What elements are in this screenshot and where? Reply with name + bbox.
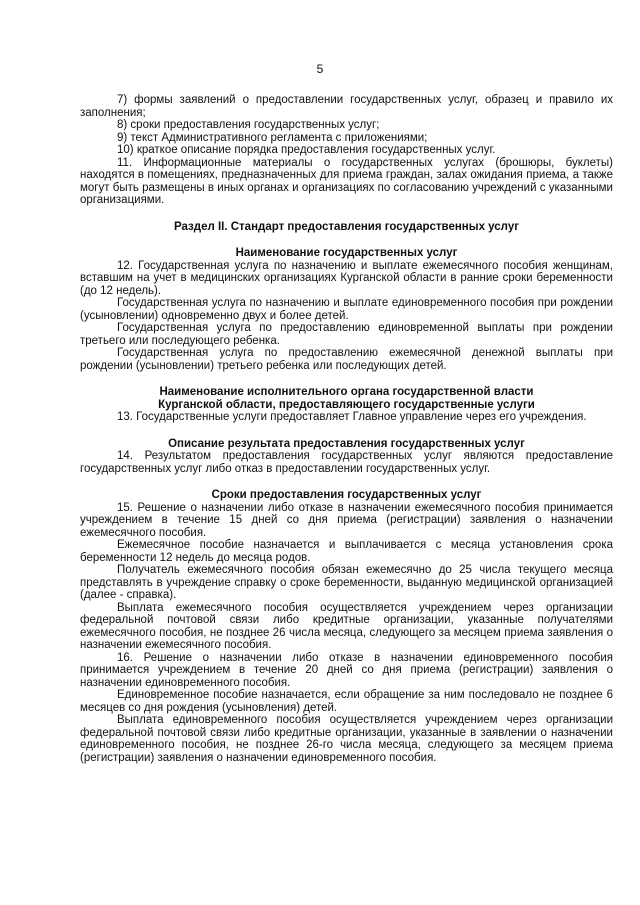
paragraph-11: 11. Информационные материалы о государственных услугах (брошюры, буклеты) находятся в помещениях, предназначенных для приема граждан, залах ожидания приема, а также могут быть размещены в иных органах и организациях по согласованию учреждений с указанными организациями.	[80, 156, 613, 206]
paragraph-7: 7) формы заявлений о предоставлении государственных услуг, образец и правило их заполнения;	[80, 94, 613, 119]
paragraph-8: 8) сроки предоставления государственных услуг;	[117, 119, 380, 131]
paragraph-15b: Ежемесячное пособие назначается и выплачивается с месяца установления срока беременности 12 недель до месяца родов.	[80, 539, 613, 564]
document-body	[80, 94, 613, 764]
paragraph-12c: Государственная услуга по предоставлению единовременной выплаты при рождении третьего или последующего ребенка.	[80, 322, 613, 347]
paragraph-12b: Государственная услуга по назначению и выплате единовременного пособия при рождении (усыновлении) одновременно двух и более детей.	[80, 297, 613, 322]
section-title: Раздел II. Стандарт предоставления государственных услуг	[174, 220, 519, 233]
heading-organ-line-1: Наименование исполнительного органа государственной власти	[159, 386, 534, 398]
page-number: 5	[316, 62, 324, 76]
paragraph-9: 9) текст Административного регламента с приложениями;	[117, 131, 428, 144]
heading-organ-line-2: Курганской области, предоставляющего государственные услуги	[158, 398, 535, 411]
paragraph-15a: 15. Решение о назначении либо отказе в назначении ежемесячного пособия принимается учреждением в течение 15 дней со дня приема (регистрации) заявления о назначении ежемесячного пособия.	[80, 501, 613, 539]
paragraph-14: 14. Результатом предоставления государственных услуг являются предоставление государственных услуг либо отказ в предоставлении государственных услуг.	[80, 450, 613, 475]
paragraph-16a: 16. Решение о назначении либо отказе в назначении единовременного пособия принимается учреждением в течение 20 дней со дня приема (регистрации) заявления о назначении единовременного пособия.	[80, 651, 613, 689]
paragraph-16c: Выплата единовременного пособия осуществляется учреждением через организации федеральной почтовой связи либо кредитные организации, указанные в заявлении о назначении единовременного пособия, не позднее 26-го числа месяца, следующего за месяцем приема (регистрации) заявления о назначении единовременного пособия.	[80, 714, 613, 764]
paragraph-12d: Государственная услуга по предоставлению ежемесячной денежной выплаты при рождении (усыновлении) третьего ребенка или последующих детей.	[80, 347, 613, 372]
paragraph-15d: Выплата ежемесячного пособия осуществляется учреждением через организации федеральной почтовой связи либо кредитные организации, указанные получателями ежемесячного пособия, не позднее 26 числа месяца, следующего за месяцем приема заявления о назначении ежемесячного пособия.	[80, 601, 613, 651]
paragraph-10: 10) краткое описание порядка предоставления государственных услуг.	[117, 144, 496, 156]
heading-terms: Сроки предоставления государственных услуг	[211, 489, 482, 501]
heading-result: Описание результата предоставления государственных услуг	[168, 437, 525, 450]
paragraph-16b: Единовременное пособие назначается, если обращение за ним последовало не позднее 6 месяцев со дня рождения (усыновления) детей.	[80, 689, 613, 714]
paragraph-15c: Получатель ежемесячного пособия обязан ежемесячно до 25 числа текущего месяца представлять в учреждение справку о сроке беременности, выданную медицинской организацией (далее - справка).	[80, 564, 613, 601]
paragraph-13: 13. Государственные услуги предоставляет Главное управление через его учреждения.	[117, 411, 587, 423]
paragraph-12a: 12. Государственная услуга по назначению и выплате ежемесячного пособия женщинам, вставшим на учет в медицинских организациях Курганской области в ранние сроки беременности (до 12 недель).	[80, 259, 613, 297]
heading-service-names: Наименование государственных услуг	[235, 247, 458, 259]
